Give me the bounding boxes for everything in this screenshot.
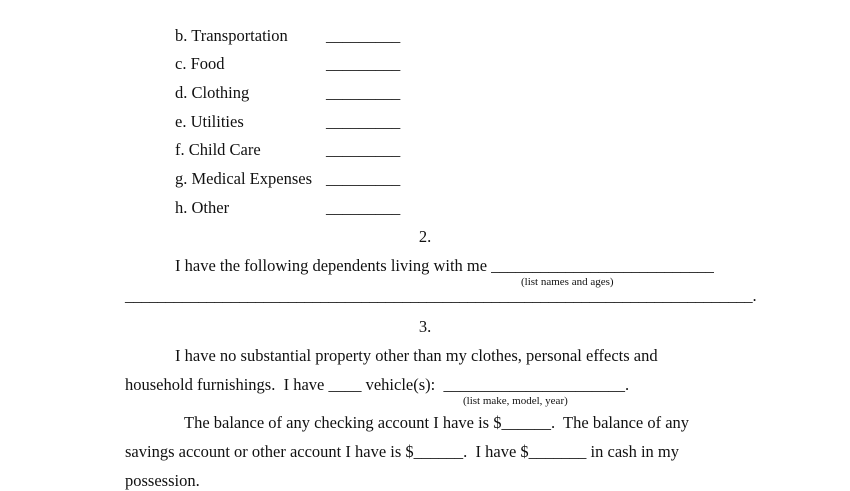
property-statement-line2[interactable]: household furnishings. I have ____ vehicle(s): ______________________. — [125, 375, 630, 394]
expense-label-transportation: b. Transportation — [175, 26, 288, 45]
savings-cash-line[interactable]: savings account or other account I have is $______. I have $_______ in cash in my — [125, 442, 679, 461]
expense-blank-clothing[interactable]: _________ — [326, 83, 401, 102]
expense-blank-utilities[interactable]: _________ — [326, 112, 401, 131]
expense-label-medical: g. Medical Expenses — [175, 169, 313, 188]
expense-blank-child-care[interactable]: _________ — [326, 140, 401, 159]
vehicle-hint: (list make, model, year) — [463, 395, 568, 407]
expense-blank-other[interactable]: _________ — [326, 198, 401, 217]
expense-label-clothing: d. Clothing — [175, 83, 250, 102]
expense-label-food: c. Food — [175, 54, 225, 73]
section-2-number: 2. — [418, 227, 432, 246]
dependents-line[interactable]: I have the following dependents living with me ___________________________ — [175, 256, 714, 275]
dependents-hint: (list names and ages) — [521, 276, 614, 288]
dependents-continuation-line[interactable]: _____________________________________________________________________________. — [125, 286, 757, 305]
expense-blank-food[interactable]: _________ — [326, 54, 401, 73]
possession-line: possession. — [125, 471, 200, 490]
expense-label-other: h. Other — [175, 198, 230, 217]
section-3-number: 3. — [418, 317, 432, 336]
expense-blank-transportation[interactable]: _________ — [326, 26, 401, 45]
property-statement-line1: I have no substantial property other than my clothes, personal effects and — [175, 346, 658, 365]
expense-label-child-care: f. Child Care — [175, 140, 261, 159]
checking-balance-line[interactable]: The balance of any checking account I have is $______. The balance of any — [184, 413, 690, 432]
expense-label-utilities: e. Utilities — [175, 112, 244, 131]
expense-blank-medical[interactable]: _________ — [326, 169, 401, 188]
